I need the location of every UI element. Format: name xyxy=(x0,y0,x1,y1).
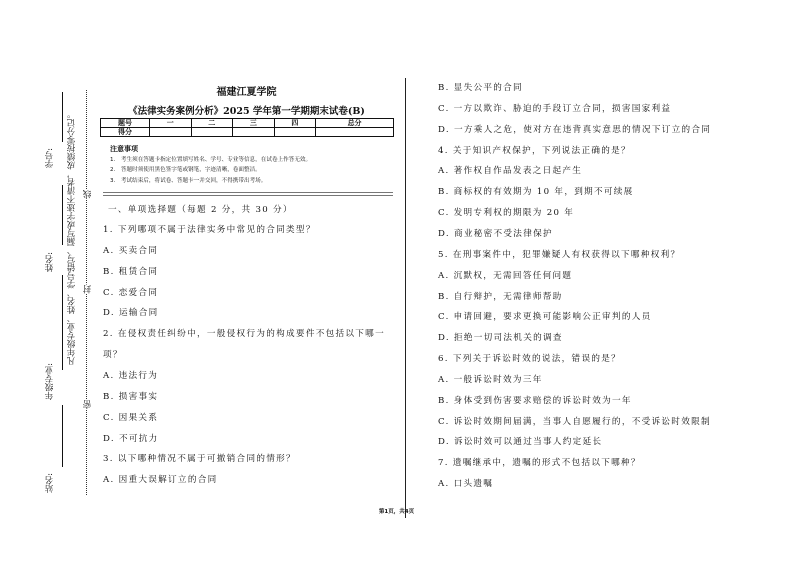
answer-option: D. 诉讼时效可以通过当事人约定延长 xyxy=(438,437,603,448)
answer-option: A. 违法行为 xyxy=(103,370,159,381)
score-table-score-row xyxy=(101,128,394,137)
school-name: 福建江夏学院 xyxy=(216,87,277,98)
question-stem: 7. 遗嘱继承中，遗嘱的形式不包括以下哪种？ xyxy=(438,458,641,469)
score-cell xyxy=(274,128,316,137)
score-table-header-row xyxy=(101,119,394,128)
question-stem: 6. 下列关于诉讼时效的说法，错误的是？ xyxy=(438,354,622,365)
margin-warning: 凡年级专业、姓名、学号错写、漏写或字迹不清者，成绩按零分记。 xyxy=(67,110,77,365)
score-header-cell: 四 xyxy=(274,119,316,128)
answer-option: C. 一方以欺诈、胁迫的手段订立合同，损害国家利益 xyxy=(438,103,672,114)
name-underline xyxy=(62,185,63,245)
answer-option: B. 商标权的有效期为 10 年，到期不可续展 xyxy=(438,187,634,198)
score-header-cell: 总分 xyxy=(316,119,394,128)
question-stem-continued: 项？ xyxy=(103,350,123,361)
score-cell xyxy=(233,128,275,137)
station-label: 站名: xyxy=(45,473,55,493)
answer-option: A. 口头遗嘱 xyxy=(438,479,494,490)
column-divider xyxy=(405,78,406,518)
station-underline xyxy=(62,405,63,467)
answer-option: A. 因重大误解订立的合同 xyxy=(103,475,218,486)
answer-option: D. 商业秘密不受法律保护 xyxy=(438,228,553,239)
note-item: 3. 考试结束后，将试卷、答题卡一并交回，不得携带出考场。 xyxy=(110,177,267,184)
answer-option: D. 运输合同 xyxy=(103,308,159,319)
question-stem: 5. 在刑事案件中，犯罪嫌疑人有权获得以下哪种权利？ xyxy=(438,249,681,260)
answer-option: C. 申请回避，要求更换可能影响公正审判的人员 xyxy=(438,312,652,323)
exam-notes xyxy=(110,144,311,186)
answer-option: C. 诉讼时效期间届满，当事人自愿履行的，不受诉讼时效限制 xyxy=(438,416,711,427)
answer-option: A. 买卖合同 xyxy=(103,245,159,256)
seal-char: 密 xyxy=(83,400,93,409)
student-id-underline xyxy=(62,92,63,142)
question-stem: 1. 下列哪项不属于法律实务中常见的合同类型？ xyxy=(103,225,316,235)
score-header-cell: 题号 xyxy=(101,119,150,128)
answer-option: A. 沉默权，无需回答任何问题 xyxy=(438,270,573,281)
grade-major-label: 年级专业: xyxy=(45,363,55,400)
answer-option: A. 一般诉讼时效为三年 xyxy=(438,374,543,385)
answer-option: D. 不可抗力 xyxy=(103,433,159,444)
question-stem: 4. 关于知识产权保护，下列说法正确的是？ xyxy=(438,145,631,156)
answer-option: C. 因果关系 xyxy=(103,412,159,423)
note-item: 1. 考生须在答题卡指定位置填写姓名、学号、专业等信息，在试卷上作答无效。 xyxy=(110,156,312,163)
seal-char: 封 xyxy=(83,285,93,294)
score-row-label: 得分 xyxy=(101,128,150,137)
score-cell xyxy=(316,128,394,137)
score-header-cell: 三 xyxy=(233,119,275,128)
question-stem: 3. 以下哪种情况不属于可撤销合同的情形？ xyxy=(103,454,296,465)
section-title: 一、单项选择题（每题 2 分，共 30 分） xyxy=(108,205,293,215)
note-item: 2. 答题时须使用黑色签字笔或钢笔，字迹清晰，卷面整洁。 xyxy=(110,167,261,173)
notes-heading: 注意事项 xyxy=(110,145,138,153)
answer-option: A. 著作权自作品发表之日起产生 xyxy=(438,166,583,177)
answer-option: C. 发明专利权的期限为 20 年 xyxy=(438,208,575,219)
answer-option: C. 恋爱合同 xyxy=(103,287,159,298)
score-cell xyxy=(191,128,233,137)
page-footer: 第1页，共4页 xyxy=(378,509,415,515)
score-cell xyxy=(150,128,192,137)
question-stem: 2. 在侵权责任纠纷中，一般侵权行为的构成要件不包括以下哪一 xyxy=(103,329,385,340)
name-label: 姓名: xyxy=(45,252,55,272)
answer-option: B. 身体受到伤害要求赔偿的诉讼时效为一年 xyxy=(438,395,632,406)
student-id-label: 学号: xyxy=(45,148,55,168)
grade-major-underline xyxy=(62,275,63,370)
answer-option: B. 显失公平的合同 xyxy=(438,83,523,93)
answer-option: D. 一方乘人之危，使对方在违背真实意思的情况下订立的合同 xyxy=(438,124,712,135)
score-header-cell: 一 xyxy=(150,119,192,128)
exam-title: 《法律实务案例分析》2025 学年第一学期期末试卷(B) xyxy=(128,106,365,117)
answer-option: D. 拒绝一切司法机关的调查 xyxy=(438,333,563,344)
answer-option: B. 自行辩护，无需律师帮助 xyxy=(438,291,563,302)
answer-option: B. 损害事实 xyxy=(103,391,159,402)
header-divider xyxy=(103,192,393,196)
score-header-cell: 二 xyxy=(191,119,233,128)
answer-option: B. 租赁合同 xyxy=(103,266,159,277)
seal-char: 线 xyxy=(83,190,93,199)
score-table xyxy=(100,118,394,137)
